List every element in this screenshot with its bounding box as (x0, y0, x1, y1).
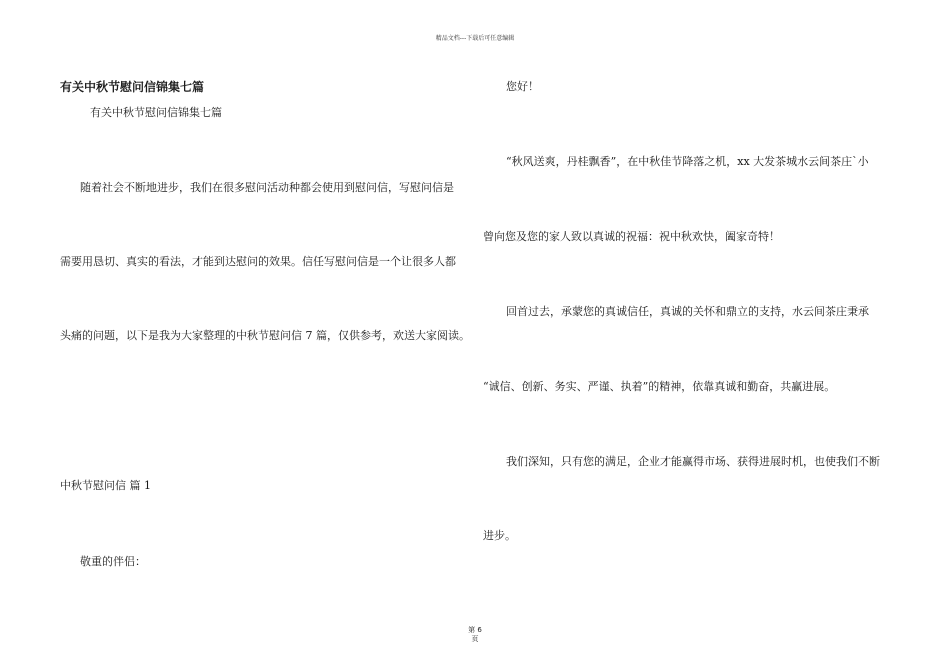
paragraph-2-line-1: 回首过去，承蒙您的真诚信任，真诚的关怀和鼎立的支持，水云间茶庄秉承 (506, 305, 869, 318)
paragraph-1-line-1: “秋风送爽，丹桂飘香”，在中秋佳节降落之机，xx 大发茶城水云间茶庄`小 (506, 155, 869, 168)
paragraph-3-line-1: 我们深知，只有您的满足，企业才能赢得市场、获得进展时机，也使我们不断 (506, 455, 880, 468)
intro-line-3: 头痛的问题，以下是我为大家整理的中秋节慰问信 7 篇，仅供参考，欢送大家阅读。 (60, 329, 470, 342)
paragraph-2-line-2: “诚信、创新、务实、严谨、执着”的精神，依靠真诚和勤奋，共赢进展。 (483, 380, 836, 393)
document-subtitle: 有关中秋节慰问信锦集七篇 (90, 106, 222, 119)
salutation: 敬重的伴侣： (80, 555, 146, 568)
page-number (0, 626, 950, 644)
intro-line-2: 需要用恳切、真实的看法，才能到达慰问的效果。信任写慰问信是一个让很多人都 (60, 255, 456, 268)
paragraph-1-line-2: 曾向您及您的家人致以真诚的祝福：祝中秋欢快，阖家奇特！ (483, 230, 780, 243)
greeting: 您好！ (506, 80, 539, 93)
page-header: 精品文档---下载后可任意编辑 (435, 35, 515, 42)
section-heading: 中秋节慰问信 篇 1 (60, 479, 151, 492)
intro-line-1: 随着社会不断地进步，我们在很多慰问活动种都会使用到慰问信，写慰问信是 (80, 181, 454, 194)
page-number-line-2: 页 (471, 635, 479, 643)
document-title: 有关中秋节慰问信锦集七篇 (60, 80, 205, 94)
paragraph-3-line-2: 进步。 (483, 529, 516, 542)
page-number-line-1: 第 6 (468, 626, 482, 634)
